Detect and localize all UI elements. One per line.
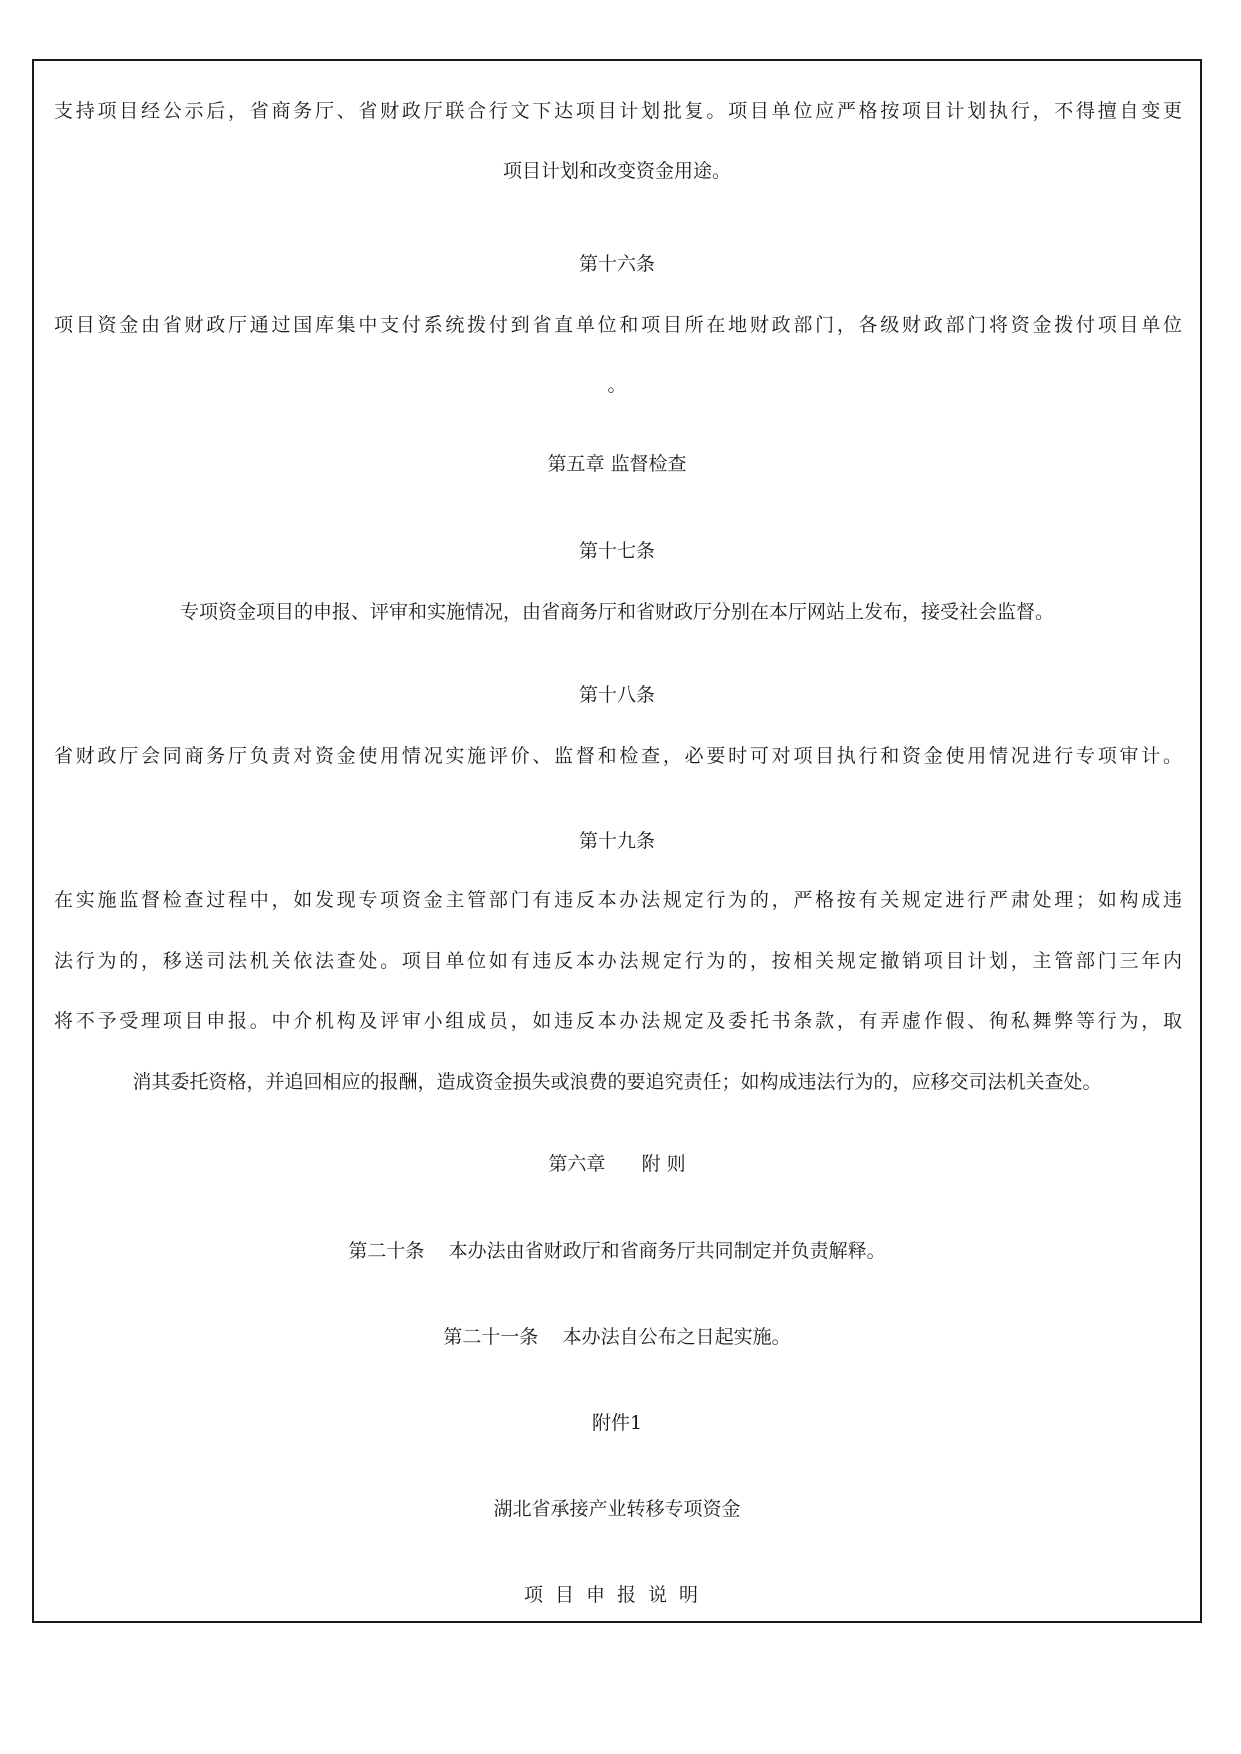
article-16-text-line-2: 。 <box>607 374 627 396</box>
article-19-text-line-3: 将不予受理项目申报。中介机构及评审小组成员，如违反本办法规定及委托书条款，有弄虚作假、徇私舞弊等行为，取 <box>54 1010 1182 1032</box>
article-20-text: 第二十条 本办法由省财政厅和省商务厅共同制定并负责解释。 <box>348 1240 886 1262</box>
article-18-text: 省财政厅会同商务厅负责对资金使用情况实施评价、监督和检查，必要时可对项目执行和资金使用情况进行专项审计。 <box>54 745 1182 767</box>
chapter-5-heading: 第五章 监督检查 <box>547 453 687 475</box>
article-17-heading: 第十七条 <box>578 540 655 562</box>
document-page-frame <box>32 59 1202 1623</box>
article-19-text-line-4: 消其委托资格，并追回相应的报酬，造成资金损失或浪费的要追究责任；如构成违法行为的，应移交司法机关查处。 <box>132 1071 1102 1093</box>
annex-subtitle: 项目申报说明 <box>523 1584 710 1606</box>
article-15-text-line-1: 支持项目经公示后，省商务厅、省财政厅联合行文下达项目计划批复。项目单位应严格按项目计划执行，不得擅自变更 <box>54 100 1182 122</box>
article-15-text-line-2: 项目计划和改变资金用途。 <box>502 160 731 182</box>
chapter-6-heading: 第六章 附 则 <box>548 1153 686 1175</box>
article-18-heading: 第十八条 <box>578 684 655 706</box>
article-17-text: 专项资金项目的申报、评审和实施情况，由省商务厅和省财政厅分别在本厅网站上发布，接受社会监督。 <box>179 601 1054 623</box>
article-19-text-line-1: 在实施监督检查过程中，如发现专项资金主管部门有违反本办法规定行为的，严格按有关规定进行严肃处理；如构成违 <box>54 889 1182 911</box>
article-16-text-line-1: 项目资金由省财政厅通过国库集中支付系统拨付到省直单位和项目所在地财政部门，各级财政部门将资金拨付项目单位 <box>54 314 1182 336</box>
annex-title: 湖北省承接产业转移专项资金 <box>493 1498 741 1520</box>
article-21-text: 第二十一条 本办法自公布之日起实施。 <box>443 1326 791 1348</box>
annex-label: 附件1 <box>591 1412 643 1434</box>
article-19-heading: 第十九条 <box>578 830 655 852</box>
article-16-heading: 第十六条 <box>578 253 655 275</box>
article-19-text-line-2: 法行为的，移送司法机关依法查处。项目单位如有违反本办法规定行为的，按相关规定撤销项目计划，主管部门三年内 <box>54 950 1182 972</box>
